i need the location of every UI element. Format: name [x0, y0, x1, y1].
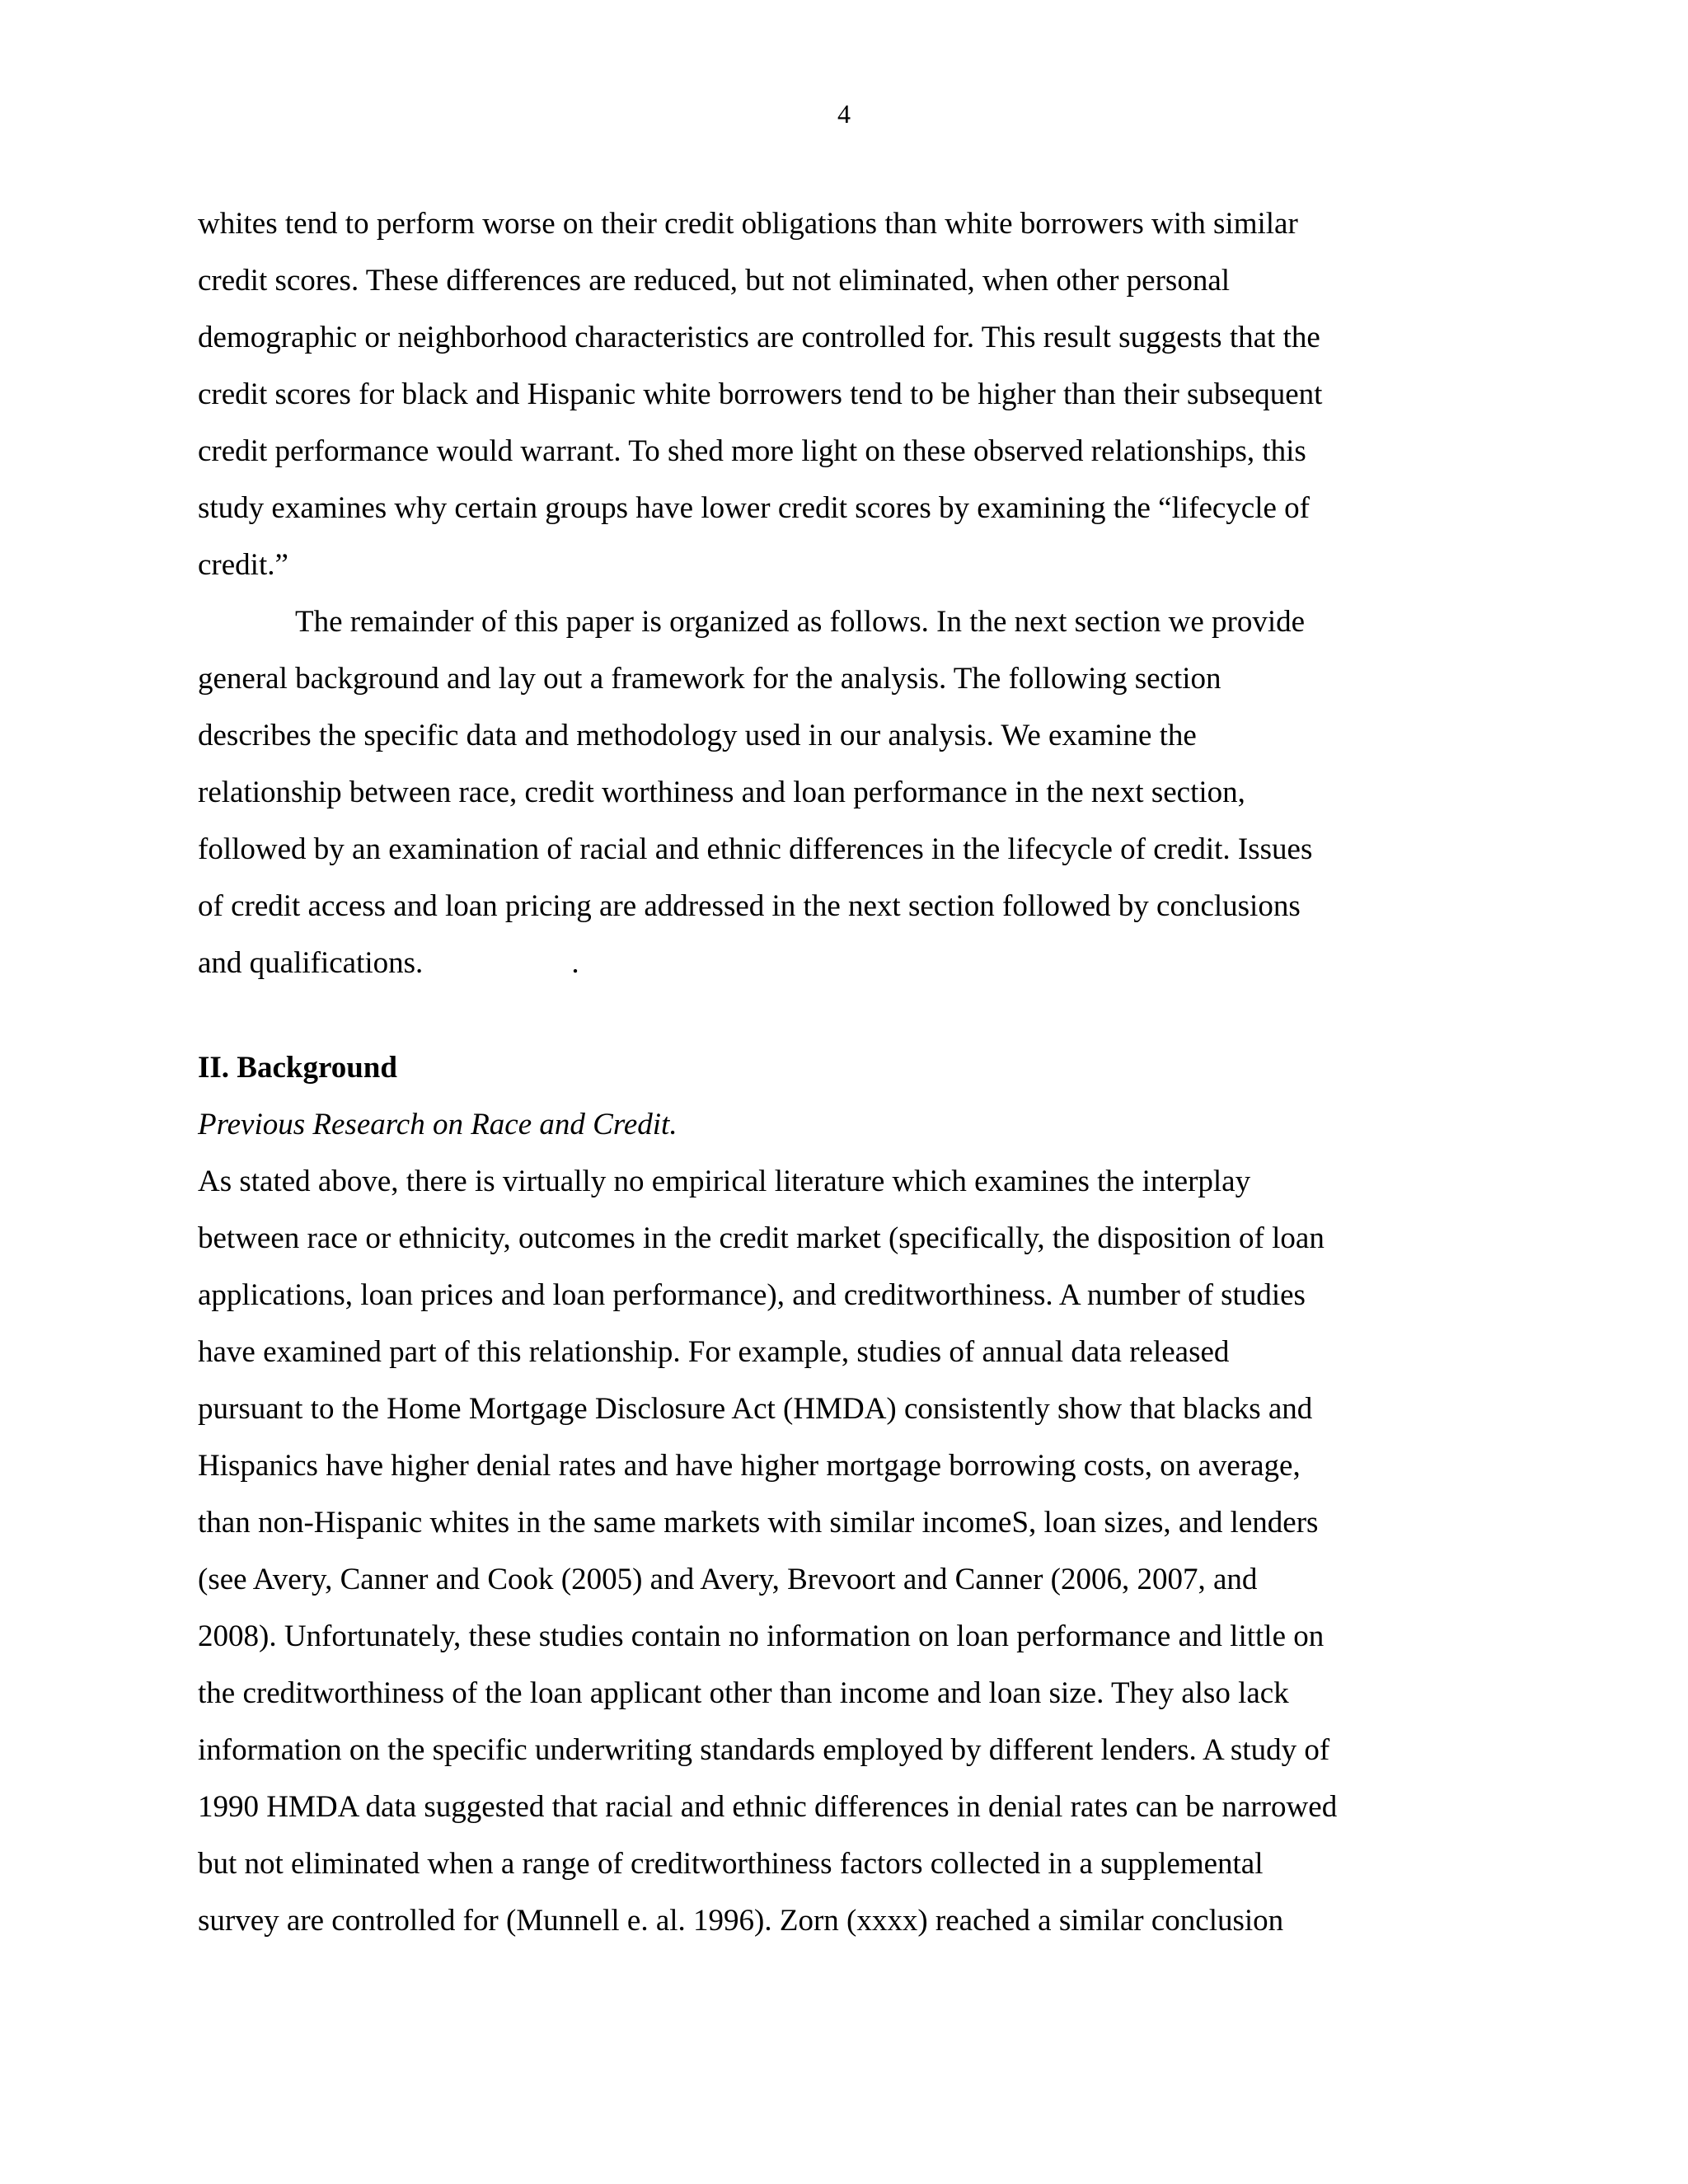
text-line: pursuant to the Home Mortgage Disclosure Act (HMDA) consistently show that blacks and	[198, 1392, 1313, 1426]
text-line: followed by an examination of racial and ethnic differences in the lifecycle of credit. Issues	[198, 832, 1313, 866]
text-line: of credit access and loan pricing are addressed in the next section followed by conclusions	[198, 889, 1301, 923]
text-line: survey are controlled for (Munnell e. al. 1996). Zorn (xxxx) reached a similar conclusion	[198, 1904, 1284, 1938]
text-line: than non-Hispanic whites in the same markets with similar incomeS, loan sizes, and lenders	[198, 1506, 1319, 1540]
subsection-heading: Previous Research on Race and Credit.	[198, 1108, 678, 1141]
text-line: whites tend to perform worse on their credit obligations than white borrowers with similar	[198, 207, 1298, 241]
text-line: credit scores. These differences are reduced, but not eliminated, when other personal	[198, 264, 1231, 298]
text-line: information on the specific underwriting standards employed by different lenders. A study of	[198, 1733, 1330, 1767]
text-line: credit scores for black and Hispanic white borrowers tend to be higher than their subsequent	[198, 377, 1323, 411]
paragraph-previous-research	[198, 1153, 1451, 1949]
text-line: (see Avery, Canner and Cook (2005) and Avery, Brevoort and Canner (2006, 2007, and	[198, 1563, 1258, 1596]
body-text	[198, 195, 1451, 1949]
text-line: general background and lay out a framework for the analysis. The following section	[198, 662, 1221, 696]
text-line: credit.”	[198, 548, 288, 582]
paragraph-organization	[198, 593, 1451, 991]
text-line: but not eliminated when a range of creditworthiness factors collected in a supplemental	[198, 1847, 1264, 1881]
page-number: 4	[837, 99, 851, 129]
text-line: applications, loan prices and loan performance), and creditworthiness. A number of studies	[198, 1278, 1306, 1312]
section-heading: II. Background	[198, 1051, 397, 1085]
text-line: 2008). Unfortunately, these studies contain no information on loan performance and little on	[198, 1619, 1325, 1653]
text-line: Hispanics have higher denial rates and have higher mortgage borrowing costs, on average,	[198, 1449, 1301, 1483]
text-line	[198, 935, 1451, 991]
text-line: demographic or neighborhood characteristics are controlled for. This result suggests that the	[198, 321, 1320, 354]
text-line: credit performance would warrant. To shed more light on these observed relationships, this	[198, 434, 1306, 468]
text-line: relationship between race, credit worthiness and loan performance in the next section,	[198, 776, 1245, 809]
section-spacer	[198, 991, 1451, 1039]
paragraph-continuation	[198, 195, 1451, 593]
text-line: The remainder of this paper is organized as follows. In the next section we provide	[295, 605, 1306, 639]
text-line: As stated above, there is virtually no empirical literature which examines the interplay	[198, 1165, 1251, 1198]
text-line: study examines why certain groups have lower credit scores by examining the “lifecycle of	[198, 491, 1311, 525]
text-line: have examined part of this relationship. For example, studies of annual data released	[198, 1335, 1230, 1369]
text-line: between race or ethnicity, outcomes in the credit market (specifically, the disposition of loan	[198, 1221, 1325, 1255]
text-line: 1990 HMDA data suggested that racial and ethnic differences in denial rates can be narrowed	[198, 1790, 1338, 1824]
stray-period: .	[571, 946, 579, 980]
text-line: describes the specific data and methodology used in our analysis. We examine the	[198, 719, 1197, 752]
text-line: the creditworthiness of the loan applicant other than income and loan size. They also lack	[198, 1676, 1289, 1710]
text-line-content: and qualifications.	[198, 946, 424, 980]
